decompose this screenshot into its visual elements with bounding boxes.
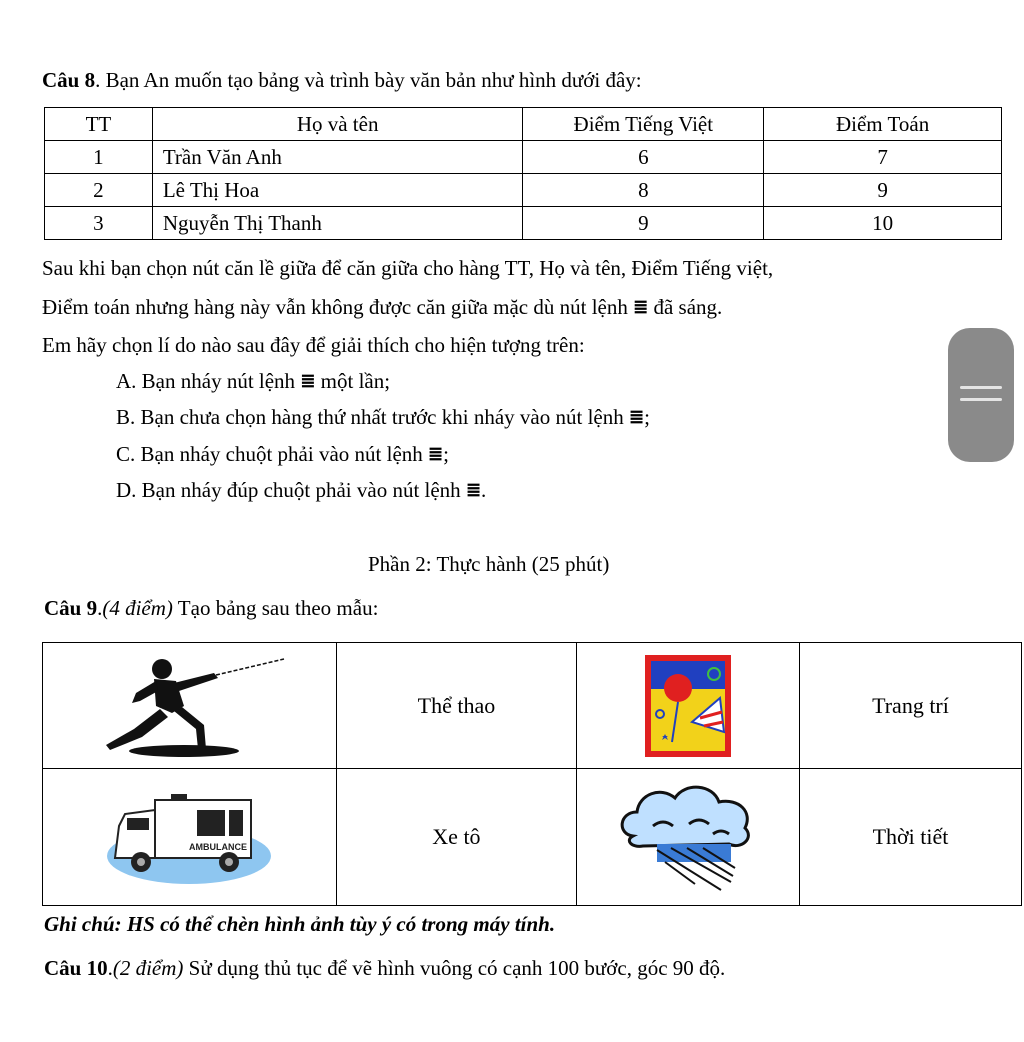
option-c-end: ; — [443, 442, 449, 466]
align-center-icon: ≣ — [633, 297, 649, 317]
cell-vietnamese: 6 — [523, 141, 764, 174]
cell-tt: 1 — [45, 141, 153, 174]
table-row — [43, 769, 1022, 906]
align-center-icon: ≣ — [465, 480, 482, 500]
cell-name: Lê Thị Hoa — [152, 174, 523, 207]
option-b — [116, 405, 650, 430]
cell-vietnamese: 8 — [523, 174, 764, 207]
question-8-text: . Bạn An muốn tạo bảng và trình bày văn bản như hình dưới đây: — [95, 68, 642, 92]
cell-math: 9 — [764, 174, 1002, 207]
question-9-label: Câu 9 — [44, 596, 98, 620]
header-tt: TT — [45, 108, 153, 141]
ambulance-image-cell — [43, 769, 337, 906]
cell-vehicle: Xe tô — [336, 769, 577, 906]
cell-decor: Trang trí — [799, 643, 1021, 769]
option-a — [116, 369, 390, 394]
header-vietnamese: Điểm Tiếng Việt — [523, 108, 764, 141]
cell-math: 7 — [764, 141, 1002, 174]
cell-math: 10 — [764, 207, 1002, 240]
ambulance-text: AMBULANCE — [189, 842, 248, 852]
table-row — [43, 643, 1022, 769]
paragraph-line-2-end: đã sáng. — [653, 295, 723, 319]
header-name: Họ và tên — [152, 108, 523, 141]
align-center-icon: ≣ — [628, 407, 645, 427]
weather-image-cell — [577, 769, 800, 906]
option-d-end: . — [481, 478, 487, 502]
question-10-dot: . — [107, 956, 113, 980]
align-center-icon: ≣ — [300, 371, 316, 391]
decor-image-cell — [577, 643, 800, 769]
fencer-image-cell — [43, 643, 337, 769]
align-center-icon: ≣ — [428, 444, 444, 464]
option-a-text: A. Bạn nháy nút lệnh — [116, 369, 296, 393]
option-b-text: B. Bạn chưa chọn hàng thứ nhất trước khi nháy vào nút lệnh — [116, 405, 624, 429]
question-9-title — [44, 596, 378, 621]
question-10-points: (2 điểm) — [112, 956, 184, 980]
media-table — [42, 642, 1022, 906]
option-b-end: ; — [644, 405, 650, 429]
option-d — [116, 478, 486, 503]
table-row — [45, 207, 1002, 240]
paragraph-line-2-start: Điểm toán nhưng hàng này vẫn không được căn giữa mặc dù nút lệnh — [42, 295, 628, 319]
grip-line-icon — [960, 398, 1002, 401]
question-8-title — [42, 68, 642, 93]
option-c — [116, 442, 449, 467]
cell-tt: 3 — [45, 207, 153, 240]
ambulance-icon — [105, 788, 273, 886]
question-9-dot: . — [97, 596, 103, 620]
cell-sport: Thể thao — [336, 643, 577, 769]
table-row — [45, 141, 1002, 174]
question-10-text: Sử dụng thủ tục để vẽ hình vuông có cạnh 100 bước, góc 90 độ. — [183, 956, 726, 980]
fencer-icon — [84, 651, 294, 761]
table-header-row — [45, 108, 1002, 141]
header-math: Điểm Toán — [764, 108, 1002, 141]
option-c-text: C. Bạn nháy chuột phải vào nút lệnh — [116, 442, 423, 466]
paragraph-line-1: Sau khi bạn chọn nút căn lề giữa để căn giữa cho hàng TT, Họ và tên, Điểm Tiếng việt, — [42, 256, 774, 280]
question-9-text: Tạo bảng sau theo mẫu: — [172, 596, 379, 620]
cell-weather: Thời tiết — [799, 769, 1021, 906]
part-2-heading: Phần 2: Thực hành (25 phút) — [368, 552, 610, 576]
rain-cloud-icon — [613, 778, 763, 896]
cell-name: Trần Văn Anh — [152, 141, 523, 174]
paragraph-line-3: Em hãy chọn lí do nào sau đây để giải thích cho hiện tượng trên: — [42, 333, 585, 357]
question-8-label: Câu 8 — [42, 68, 96, 92]
note: Ghi chú: HS có thể chèn hình ảnh tùy ý có trong máy tính. — [44, 912, 556, 936]
cell-vietnamese: 9 — [523, 207, 764, 240]
question-10-label: Câu 10 — [44, 956, 108, 980]
party-decoration-icon — [642, 652, 734, 760]
option-d-text: D. Bạn nháy đúp chuột phải vào nút lệnh — [116, 478, 461, 502]
cell-tt: 2 — [45, 174, 153, 207]
option-a-end: một lần; — [320, 369, 391, 393]
scroll-handle[interactable] — [948, 328, 1014, 462]
table-row — [45, 174, 1002, 207]
paragraph-line-2 — [42, 295, 722, 320]
grip-line-icon — [960, 386, 1002, 389]
question-9-points: (4 điểm) — [102, 596, 173, 620]
question-10 — [44, 956, 725, 981]
score-table — [44, 107, 1002, 240]
cell-name: Nguyễn Thị Thanh — [152, 207, 523, 240]
